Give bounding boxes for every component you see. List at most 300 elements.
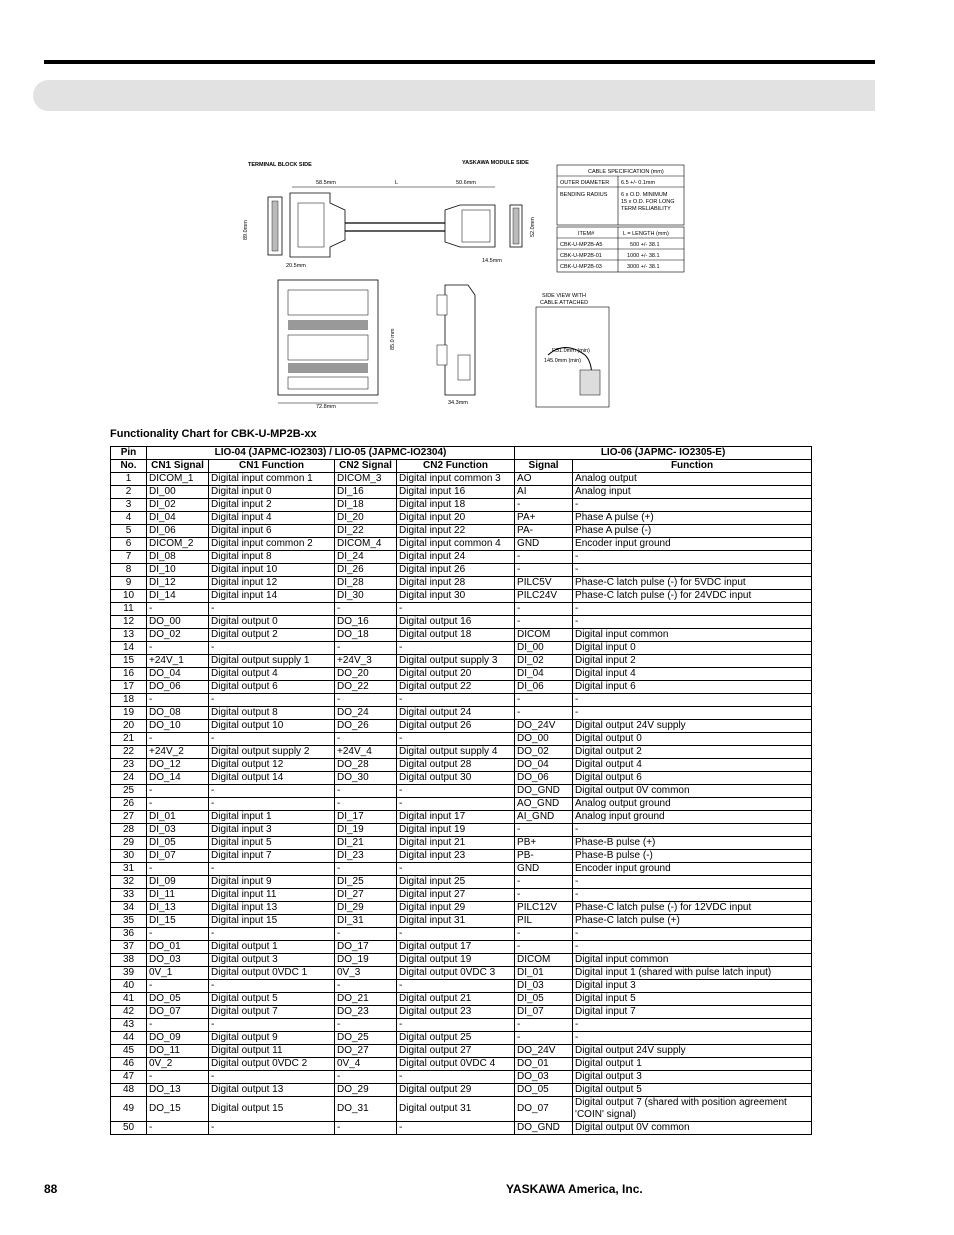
cell-cn1-function: Digital input 3 <box>209 824 335 837</box>
cell-cn1-function: Digital output 0VDC 1 <box>209 967 335 980</box>
table-row <box>111 655 812 668</box>
table-row <box>111 1058 812 1071</box>
len-item-2: CBK-U-MP2B-01 <box>560 253 602 259</box>
cell-pin: 25 <box>111 785 147 798</box>
cell-cn1-function: Digital output 2 <box>209 629 335 642</box>
table-row <box>111 629 812 642</box>
dim-50: 50.6mm <box>456 180 476 186</box>
cell-cn1-signal: DI_11 <box>147 889 209 902</box>
cell-cn2-signal: DO_30 <box>335 772 397 785</box>
cell-pin: 41 <box>111 993 147 1006</box>
table-row <box>111 733 812 746</box>
cell-cn1-function: Digital output 0VDC 2 <box>209 1058 335 1071</box>
cell-pin: 36 <box>111 928 147 941</box>
cell-function: Digital input 6 <box>573 681 812 694</box>
header-pin-2: No. <box>111 460 147 473</box>
cell-pin: 23 <box>111 759 147 772</box>
cell-cn1-function: Digital output 10 <box>209 720 335 733</box>
cell-cn2-signal: DI_20 <box>335 512 397 525</box>
table-row <box>111 512 812 525</box>
cell-signal: DO_24V <box>515 1045 573 1058</box>
cell-pin: 1 <box>111 473 147 486</box>
cell-pin: 35 <box>111 915 147 928</box>
cell-cn1-function: Digital input 7 <box>209 850 335 863</box>
cell-cn2-signal: DI_17 <box>335 811 397 824</box>
dim-20: 20.5mm <box>286 263 306 269</box>
cell-cn2-function: Digital input 21 <box>397 837 515 850</box>
cell-function: Analog input <box>573 486 812 499</box>
cable-diagram <box>230 155 700 415</box>
cell-cn2-function: Digital input 22 <box>397 525 515 538</box>
table-row <box>111 642 812 655</box>
cell-cn1-signal: DICOM_2 <box>147 538 209 551</box>
cell-cn2-function: Digital output 31 <box>397 1097 515 1122</box>
table-row <box>111 1071 812 1084</box>
cell-cn2-signal: DI_26 <box>335 564 397 577</box>
cell-pin: 18 <box>111 694 147 707</box>
cell-pin: 11 <box>111 603 147 616</box>
table-header-row-2 <box>111 460 812 473</box>
cell-signal: DICOM <box>515 629 573 642</box>
cell-cn1-signal: DO_00 <box>147 616 209 629</box>
cell-pin: 47 <box>111 1071 147 1084</box>
cell-cn2-function: Digital output 30 <box>397 772 515 785</box>
table-row <box>111 954 812 967</box>
cell-signal: AI <box>515 486 573 499</box>
header-group-b: LIO-06 (JAPMC- IO2305-E) <box>515 447 812 460</box>
spec-od-value: 6.5 +/- 0.1mm <box>621 180 656 186</box>
cell-cn2-signal: DO_20 <box>335 668 397 681</box>
cell-cn1-function: Digital output 4 <box>209 668 335 681</box>
table-row <box>111 538 812 551</box>
cell-signal: DI_00 <box>515 642 573 655</box>
cell-cn1-signal: DO_09 <box>147 1032 209 1045</box>
cell-cn2-signal: DO_25 <box>335 1032 397 1045</box>
cell-signal: DI_03 <box>515 980 573 993</box>
cell-function: Analog output <box>573 473 812 486</box>
cell-signal: PIL <box>515 915 573 928</box>
cell-cn2-signal: DO_31 <box>335 1097 397 1122</box>
cell-signal: - <box>515 603 573 616</box>
dim-89: 89.0mm <box>243 220 249 240</box>
header-pin-1: Pin <box>111 447 147 460</box>
cell-function: Digital output 6 <box>573 772 812 785</box>
cell-cn2-signal: - <box>335 1019 397 1032</box>
cell-function: Phase-C latch pulse (-) for 5VDC input <box>573 577 812 590</box>
spec-od-label: OUTER DIAMETER <box>560 180 610 186</box>
cell-function: Digital output 0V common <box>573 1122 812 1135</box>
cell-pin: 16 <box>111 668 147 681</box>
cell-pin: 44 <box>111 1032 147 1045</box>
cell-pin: 32 <box>111 876 147 889</box>
cell-pin: 29 <box>111 837 147 850</box>
cell-cn2-function: - <box>397 642 515 655</box>
cell-signal: - <box>515 824 573 837</box>
cell-cn2-signal: - <box>335 1071 397 1084</box>
header-signal: Signal <box>515 460 573 473</box>
cell-function: Phase-B pulse (+) <box>573 837 812 850</box>
cell-cn1-signal: - <box>147 798 209 811</box>
cell-pin: 37 <box>111 941 147 954</box>
cell-pin: 10 <box>111 590 147 603</box>
cell-signal: DI_07 <box>515 1006 573 1019</box>
cell-cn1-signal: DO_03 <box>147 954 209 967</box>
dim-34: 34.3mm <box>448 400 468 406</box>
cell-cn1-signal: DO_10 <box>147 720 209 733</box>
cell-cn2-signal: DO_26 <box>335 720 397 733</box>
cell-function: Digital input 1 (shared with pulse latch input) <box>573 967 812 980</box>
table-row <box>111 1097 812 1122</box>
cell-signal: - <box>515 616 573 629</box>
cell-pin: 2 <box>111 486 147 499</box>
cell-cn2-function: Digital input 20 <box>397 512 515 525</box>
cell-cn1-signal: DO_02 <box>147 629 209 642</box>
cell-cn1-signal: DO_05 <box>147 993 209 1006</box>
table-row <box>111 681 812 694</box>
cell-cn2-function: - <box>397 785 515 798</box>
cell-cn2-function: Digital input 29 <box>397 902 515 915</box>
cell-cn2-signal: 0V_4 <box>335 1058 397 1071</box>
cell-cn1-function: Digital output 12 <box>209 759 335 772</box>
cell-cn2-function: Digital output 21 <box>397 993 515 1006</box>
cell-function: - <box>573 616 812 629</box>
spec-br-value-3: TERM RELIABILITY <box>621 206 671 212</box>
cell-signal: DO_07 <box>515 1097 573 1122</box>
cell-function: Digital output 0V common <box>573 785 812 798</box>
cell-cn2-function: Digital input 19 <box>397 824 515 837</box>
cell-cn1-function: Digital input 12 <box>209 577 335 590</box>
cell-cn2-function: Digital output 19 <box>397 954 515 967</box>
cell-pin: 19 <box>111 707 147 720</box>
cell-cn2-function: Digital output 18 <box>397 629 515 642</box>
cell-pin: 24 <box>111 772 147 785</box>
cell-cn1-signal: - <box>147 642 209 655</box>
cell-cn2-signal: DO_28 <box>335 759 397 772</box>
table-row <box>111 473 812 486</box>
cell-signal: DO_GND <box>515 785 573 798</box>
table-row <box>111 1122 812 1135</box>
cell-cn2-signal: DO_18 <box>335 629 397 642</box>
cell-cn1-function: Digital output 8 <box>209 707 335 720</box>
cell-cn1-function: - <box>209 1019 335 1032</box>
cell-cn2-function: Digital output 22 <box>397 681 515 694</box>
table-row <box>111 1006 812 1019</box>
cell-cn2-signal: DI_19 <box>335 824 397 837</box>
cell-pin: 7 <box>111 551 147 564</box>
cell-cn1-signal: DI_13 <box>147 902 209 915</box>
header-function: Function <box>573 460 812 473</box>
cell-cn1-signal: DO_06 <box>147 681 209 694</box>
cell-cn2-function: Digital output 29 <box>397 1084 515 1097</box>
cell-cn1-function: Digital input 9 <box>209 876 335 889</box>
cell-function: Digital output 3 <box>573 1071 812 1084</box>
cell-function: Phase-C latch pulse (+) <box>573 915 812 928</box>
cell-signal: AO <box>515 473 573 486</box>
cell-cn1-signal: DI_07 <box>147 850 209 863</box>
cell-cn2-signal: DI_16 <box>335 486 397 499</box>
cell-pin: 22 <box>111 746 147 759</box>
header-cn2-function: CN2 Function <box>397 460 515 473</box>
cell-pin: 45 <box>111 1045 147 1058</box>
cell-function: Encoder input ground <box>573 538 812 551</box>
cell-function: Analog output ground <box>573 798 812 811</box>
cell-cn1-signal: DI_06 <box>147 525 209 538</box>
cell-cn2-signal: - <box>335 694 397 707</box>
cell-signal: PB+ <box>515 837 573 850</box>
table-row <box>111 1084 812 1097</box>
cell-signal: - <box>515 1019 573 1032</box>
cell-cn1-signal: - <box>147 928 209 941</box>
cell-function: - <box>573 564 812 577</box>
cell-function: Digital output 0 <box>573 733 812 746</box>
cell-cn2-function: Digital input 30 <box>397 590 515 603</box>
cell-cn2-signal: DO_29 <box>335 1084 397 1097</box>
cell-pin: 8 <box>111 564 147 577</box>
cell-signal: DO_02 <box>515 746 573 759</box>
cell-cn1-function: Digital output supply 2 <box>209 746 335 759</box>
cell-cn1-signal: DI_10 <box>147 564 209 577</box>
cell-pin: 27 <box>111 811 147 824</box>
cell-cn1-signal: - <box>147 603 209 616</box>
chart-title: Functionality Chart for CBK-U-MP2B-xx <box>110 428 317 440</box>
cell-signal: AO_GND <box>515 798 573 811</box>
cell-cn2-signal: - <box>335 642 397 655</box>
cell-function: - <box>573 551 812 564</box>
cell-cn2-signal: - <box>335 863 397 876</box>
cell-function: Phase A pulse (-) <box>573 525 812 538</box>
cell-cn1-function: Digital input 14 <box>209 590 335 603</box>
cell-cn1-signal: DI_05 <box>147 837 209 850</box>
cell-cn1-function: Digital output 5 <box>209 993 335 1006</box>
cell-cn2-function: Digital input 25 <box>397 876 515 889</box>
cell-signal: GND <box>515 863 573 876</box>
table-row <box>111 863 812 876</box>
cell-signal: - <box>515 551 573 564</box>
cell-cn1-signal: - <box>147 1071 209 1084</box>
spec-br-value-1: 6 x O.D. MINIMUM <box>621 192 668 198</box>
cell-cn2-signal: - <box>335 928 397 941</box>
cell-function: - <box>573 941 812 954</box>
cell-signal: DI_06 <box>515 681 573 694</box>
cell-cn1-signal: DI_08 <box>147 551 209 564</box>
cell-cn1-signal: - <box>147 1019 209 1032</box>
table-row <box>111 876 812 889</box>
cell-pin: 20 <box>111 720 147 733</box>
cell-pin: 12 <box>111 616 147 629</box>
table-row <box>111 772 812 785</box>
len-h-len: L = LENGTH (mm) <box>623 231 669 237</box>
cell-cn1-signal: DO_14 <box>147 772 209 785</box>
cell-pin: 33 <box>111 889 147 902</box>
cell-cn2-signal: DO_24 <box>335 707 397 720</box>
cell-signal: DICOM <box>515 954 573 967</box>
dim-72: 72.8mm <box>316 404 336 410</box>
cell-cn2-signal: 0V_3 <box>335 967 397 980</box>
table-row <box>111 1032 812 1045</box>
cell-signal: DO_24V <box>515 720 573 733</box>
cell-signal: - <box>515 1032 573 1045</box>
cell-cn2-signal: DO_23 <box>335 1006 397 1019</box>
cell-cn1-function: - <box>209 733 335 746</box>
cell-cn1-signal: 0V_2 <box>147 1058 209 1071</box>
cell-pin: 21 <box>111 733 147 746</box>
cell-cn1-signal: DICOM_1 <box>147 473 209 486</box>
cell-function: - <box>573 694 812 707</box>
len-item-1: CBK-U-MP2B-A5 <box>560 242 603 248</box>
table-row <box>111 603 812 616</box>
cell-cn2-signal: DO_19 <box>335 954 397 967</box>
cell-function: - <box>573 889 812 902</box>
cell-cn1-signal: DO_12 <box>147 759 209 772</box>
d145: 145.0mm (min) <box>544 358 581 364</box>
cell-pin: 9 <box>111 577 147 590</box>
table-row <box>111 525 812 538</box>
cell-cn2-signal: DI_24 <box>335 551 397 564</box>
cell-cn1-function: Digital output 13 <box>209 1084 335 1097</box>
cell-pin: 26 <box>111 798 147 811</box>
cell-cn2-signal: DI_28 <box>335 577 397 590</box>
cell-cn1-signal: - <box>147 980 209 993</box>
cell-cn2-signal: DI_25 <box>335 876 397 889</box>
cell-cn1-signal: DO_04 <box>147 668 209 681</box>
cell-pin: 31 <box>111 863 147 876</box>
cell-cn1-signal: DI_00 <box>147 486 209 499</box>
cell-pin: 14 <box>111 642 147 655</box>
cell-cn1-signal: DO_08 <box>147 707 209 720</box>
cell-cn2-function: Digital input 24 <box>397 551 515 564</box>
cell-cn2-signal: - <box>335 798 397 811</box>
cell-pin: 46 <box>111 1058 147 1071</box>
cell-cn2-signal: DI_29 <box>335 902 397 915</box>
cell-pin: 4 <box>111 512 147 525</box>
cell-pin: 34 <box>111 902 147 915</box>
cell-signal: DO_06 <box>515 772 573 785</box>
cell-function: Digital output 7 (shared with position agreement 'COIN' signal) <box>573 1097 812 1122</box>
cell-signal: - <box>515 564 573 577</box>
cell-cn1-function: - <box>209 928 335 941</box>
cell-cn1-signal: - <box>147 1122 209 1135</box>
cell-cn1-signal: DI_01 <box>147 811 209 824</box>
cell-cn2-signal: DO_21 <box>335 993 397 1006</box>
len-val-3: 3000 +/- 38.1 <box>627 264 660 270</box>
cell-cn1-function: - <box>209 694 335 707</box>
header-cn2-signal: CN2 Signal <box>335 460 397 473</box>
table-row <box>111 915 812 928</box>
table-row <box>111 993 812 1006</box>
cell-function: Digital input 2 <box>573 655 812 668</box>
cell-function: Digital output 24V supply <box>573 720 812 733</box>
cell-function: - <box>573 603 812 616</box>
cell-cn2-function: Digital output supply 4 <box>397 746 515 759</box>
cell-cn2-signal: DICOM_3 <box>335 473 397 486</box>
cell-cn1-signal: - <box>147 733 209 746</box>
cell-cn1-signal: DI_03 <box>147 824 209 837</box>
cell-function: - <box>573 707 812 720</box>
table-row <box>111 798 812 811</box>
cell-cn1-signal: - <box>147 863 209 876</box>
table-row <box>111 746 812 759</box>
cell-function: Digital output 4 <box>573 759 812 772</box>
table-row <box>111 811 812 824</box>
table-row <box>111 941 812 954</box>
cell-cn1-signal: DO_11 <box>147 1045 209 1058</box>
cell-signal: DO_01 <box>515 1058 573 1071</box>
side-view-2: CABLE ATTACHED <box>540 300 589 306</box>
cell-cn1-function: Digital input 1 <box>209 811 335 824</box>
cell-cn2-function: Digital input 23 <box>397 850 515 863</box>
cell-function: - <box>573 1032 812 1045</box>
cell-cn1-function: Digital input 8 <box>209 551 335 564</box>
cell-cn2-signal: +24V_4 <box>335 746 397 759</box>
cell-cn1-signal: DI_14 <box>147 590 209 603</box>
cell-cn2-signal: DI_18 <box>335 499 397 512</box>
cell-cn2-function: Digital output 20 <box>397 668 515 681</box>
side-view-1: SIDE VIEW WITH <box>542 293 586 299</box>
table-row <box>111 824 812 837</box>
cell-cn2-signal: DI_30 <box>335 590 397 603</box>
cell-pin: 17 <box>111 681 147 694</box>
cell-pin: 42 <box>111 1006 147 1019</box>
dim-14: 14.5mm <box>482 258 502 264</box>
cell-cn1-signal: DI_02 <box>147 499 209 512</box>
cell-signal: DO_00 <box>515 733 573 746</box>
cell-cn1-function: Digital output 6 <box>209 681 335 694</box>
header-group-a: LIO-04 (JAPMC-IO2303) / LIO-05 (JAPMC-IO2304) <box>147 447 515 460</box>
cell-cn2-function: - <box>397 694 515 707</box>
table-row <box>111 577 812 590</box>
cell-cn1-function: Digital input common 1 <box>209 473 335 486</box>
cell-cn2-function: Digital input common 3 <box>397 473 515 486</box>
cell-cn1-function: - <box>209 1122 335 1135</box>
cell-cn1-signal: - <box>147 694 209 707</box>
cell-signal: DI_04 <box>515 668 573 681</box>
cell-cn1-signal: DI_09 <box>147 876 209 889</box>
cell-pin: 6 <box>111 538 147 551</box>
cell-cn1-function: - <box>209 798 335 811</box>
cell-function: Digital input common <box>573 629 812 642</box>
cell-signal: DI_05 <box>515 993 573 1006</box>
cell-function: Digital output 2 <box>573 746 812 759</box>
table-row <box>111 668 812 681</box>
len-item-3: CBK-U-MP2B-03 <box>560 264 602 270</box>
table-row <box>111 1045 812 1058</box>
cell-function: Digital input 0 <box>573 642 812 655</box>
cell-cn2-function: Digital output 0VDC 4 <box>397 1058 515 1071</box>
cell-cn1-function: Digital output 11 <box>209 1045 335 1058</box>
cell-signal: DO_05 <box>515 1084 573 1097</box>
module-side-label: YASKAWA MODULE SIDE <box>462 160 529 166</box>
section-header-band <box>33 80 875 111</box>
table-row <box>111 980 812 993</box>
cell-signal: DO_04 <box>515 759 573 772</box>
cell-cn2-function: - <box>397 733 515 746</box>
cell-cn2-function: Digital input 31 <box>397 915 515 928</box>
cell-pin: 13 <box>111 629 147 642</box>
cell-function: Digital input common <box>573 954 812 967</box>
cell-cn1-signal: DI_15 <box>147 915 209 928</box>
cell-cn2-function: Digital output 23 <box>397 1006 515 1019</box>
cell-signal: DO_03 <box>515 1071 573 1084</box>
cell-pin: 48 <box>111 1084 147 1097</box>
cell-cn1-function: Digital input 5 <box>209 837 335 850</box>
footer-company: YASKAWA America, Inc. <box>506 1182 643 1196</box>
cell-signal: GND <box>515 538 573 551</box>
cell-cn2-function: - <box>397 603 515 616</box>
cell-pin: 28 <box>111 824 147 837</box>
table-row <box>111 590 812 603</box>
cell-cn2-function: Digital output 16 <box>397 616 515 629</box>
table-row <box>111 486 812 499</box>
